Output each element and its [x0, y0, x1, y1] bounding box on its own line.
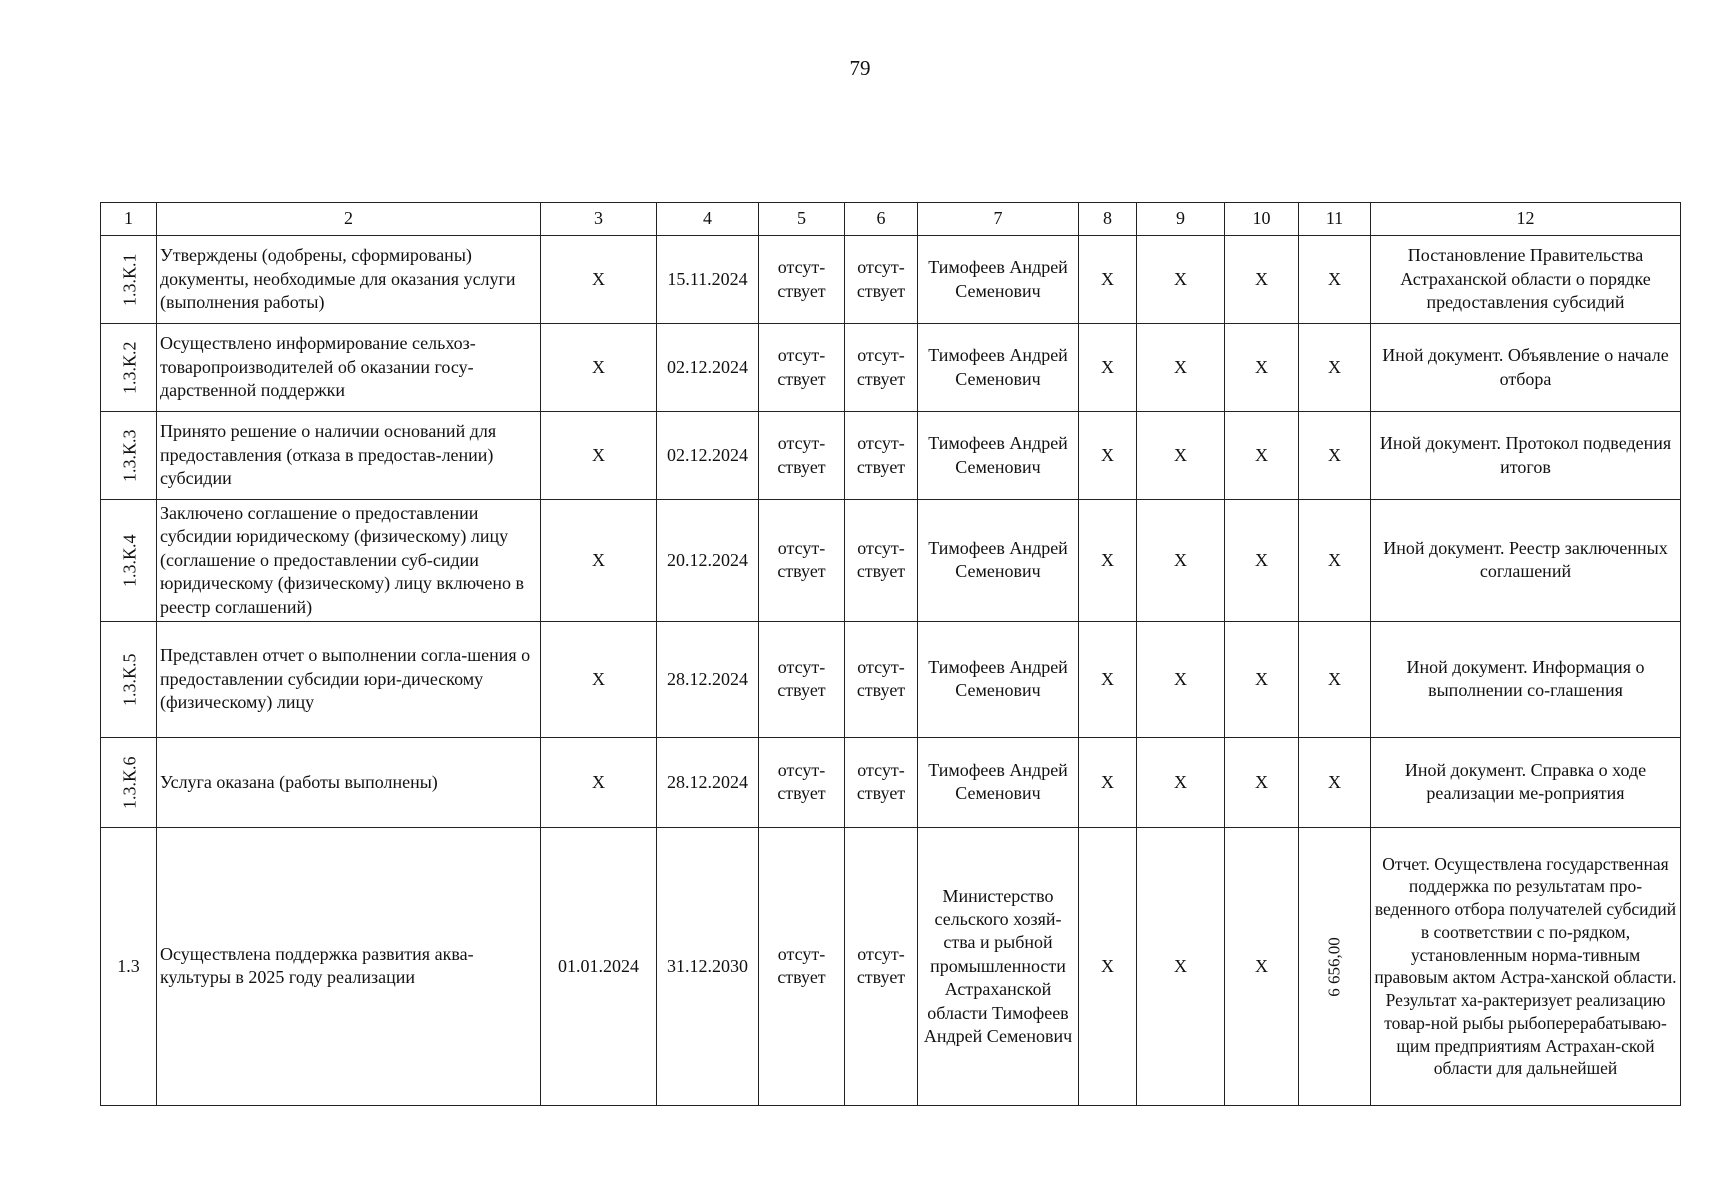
- responsible: Министерство сельского хозяй-ства и рыбной промышленности Астраханской области Тимофеев Андрей Семенович: [918, 827, 1079, 1105]
- table-row: [101, 412, 1681, 500]
- start-date: X: [541, 500, 657, 622]
- table-row: [101, 324, 1681, 412]
- responsible: Тимофеев Андрей Семенович: [918, 737, 1079, 827]
- funding-amount: 6 656,00: [1324, 937, 1344, 997]
- table-row: [101, 737, 1681, 827]
- row-id-cell: [101, 412, 157, 500]
- end-date: 28.12.2024: [657, 621, 759, 737]
- event-name: Представлен отчет о выполнении согла-шения о предоставлении субсидии юри-дическому (физическому) лицу: [157, 621, 541, 737]
- column-number: 3: [541, 203, 657, 236]
- row-id: 1.3.К.1: [119, 253, 140, 306]
- event-name: Заключено соглашение о предоставлении субсидии юридическому (физическому) лицу (соглашение о предоставлении суб-сидии юридическому (физическому) лицу включено в реестр соглашений): [157, 500, 541, 622]
- row-id-cell: [101, 621, 157, 737]
- event-name: Услуга оказана (работы выполнены): [157, 737, 541, 827]
- end-date: 02.12.2024: [657, 412, 759, 500]
- col5-value: отсут-ствует: [759, 621, 845, 737]
- col6-value: отсут-ствует: [845, 412, 918, 500]
- document-type: Постановление Правительства Астраханской области о порядке предоставления субсидий: [1371, 236, 1681, 324]
- end-date: 02.12.2024: [657, 324, 759, 412]
- row-id-cell: [101, 324, 157, 412]
- end-date: 28.12.2024: [657, 737, 759, 827]
- start-date: X: [541, 621, 657, 737]
- col5-value: отсут-ствует: [759, 737, 845, 827]
- document-type: Иной документ. Объявление о начале отбора: [1371, 324, 1681, 412]
- report-description: Отчет. Осуществлена государственная поддержка по результатам про-веденного отбора получателей субсидий в соответствии с по-рядком, установленным норма-тивным правовым актом Астра-ханской области. Результат ха-рактеризует реализацию товар-ной рыбы рыбоперерабатываю-щим предприятиям Астрахан-ской области для дальнейшей: [1371, 827, 1681, 1105]
- responsible: Тимофеев Андрей Семенович: [918, 621, 1079, 737]
- end-date: 31.12.2030: [657, 827, 759, 1105]
- table-row: [101, 621, 1681, 737]
- col10-value: X: [1225, 236, 1299, 324]
- col9-value: X: [1137, 236, 1225, 324]
- column-number: 9: [1137, 203, 1225, 236]
- column-number: 12: [1371, 203, 1681, 236]
- row-id: 1.3: [101, 827, 157, 1105]
- event-name: Осуществлено информирование сельхоз-товаропроизводителей об оказании госу-дарственной поддержки: [157, 324, 541, 412]
- col5-value: отсут-ствует: [759, 500, 845, 622]
- col5-value: отсут-ствует: [759, 236, 845, 324]
- end-date: 15.11.2024: [657, 236, 759, 324]
- start-date: X: [541, 236, 657, 324]
- col8-value: X: [1079, 500, 1137, 622]
- col5-value: отсут-ствует: [759, 324, 845, 412]
- table-row: [101, 500, 1681, 622]
- col10-value: X: [1225, 412, 1299, 500]
- col6-value: отсут-ствует: [845, 737, 918, 827]
- row-id: 1.3.К.2: [119, 341, 140, 394]
- document-type: Иной документ. Реестр заключенных соглашений: [1371, 500, 1681, 622]
- column-number: 4: [657, 203, 759, 236]
- col9-value: X: [1137, 412, 1225, 500]
- col6-value: отсут-ствует: [845, 324, 918, 412]
- responsible: Тимофеев Андрей Семенович: [918, 412, 1079, 500]
- column-number: 5: [759, 203, 845, 236]
- col10-value: X: [1225, 737, 1299, 827]
- column-number: 6: [845, 203, 918, 236]
- responsible: Тимофеев Андрей Семенович: [918, 236, 1079, 324]
- col11-value: X: [1299, 737, 1371, 827]
- col5-value: отсут-ствует: [759, 412, 845, 500]
- col6-value: отсут-ствует: [845, 621, 918, 737]
- col5-value: отсут-ствует: [759, 827, 845, 1105]
- row-id-cell: [101, 737, 157, 827]
- start-date: 01.01.2024: [541, 827, 657, 1105]
- col6-value: отсут-ствует: [845, 500, 918, 622]
- col8-value: X: [1079, 621, 1137, 737]
- document-type: Иной документ. Информация о выполнении со-глашения: [1371, 621, 1681, 737]
- col8-value: X: [1079, 737, 1137, 827]
- col8-value: X: [1079, 324, 1137, 412]
- col9-value: X: [1137, 621, 1225, 737]
- col10-value: X: [1225, 324, 1299, 412]
- col8-value: X: [1079, 412, 1137, 500]
- col9-value: X: [1137, 827, 1225, 1105]
- start-date: X: [541, 412, 657, 500]
- column-number: 10: [1225, 203, 1299, 236]
- col9-value: X: [1137, 324, 1225, 412]
- row-id-cell: [101, 236, 157, 324]
- page-number: 79: [849, 56, 871, 80]
- col6-value: отсут-ствует: [845, 827, 918, 1105]
- activity-plan-table: [100, 202, 1681, 1106]
- row-id: 1.3.К.6: [119, 756, 140, 809]
- col11-value: X: [1299, 412, 1371, 500]
- row-id: 1.3.К.4: [119, 534, 140, 587]
- col10-value: X: [1225, 500, 1299, 622]
- document-type: Иной документ. Протокол подведения итогов: [1371, 412, 1681, 500]
- column-number-row: [101, 203, 1681, 236]
- row-id-cell: [101, 500, 157, 622]
- col11-value: X: [1299, 621, 1371, 737]
- funding-amount-cell: [1299, 827, 1371, 1105]
- column-number: 7: [918, 203, 1079, 236]
- event-name: Принято решение о наличии оснований для предоставления (отказа в предостав-лении) субсидии: [157, 412, 541, 500]
- column-number: 8: [1079, 203, 1137, 236]
- col11-value: X: [1299, 236, 1371, 324]
- col10-value: X: [1225, 621, 1299, 737]
- col10-value: X: [1225, 827, 1299, 1105]
- table-row: [101, 236, 1681, 324]
- col9-value: X: [1137, 737, 1225, 827]
- row-id: 1.3.К.5: [119, 653, 140, 706]
- end-date: 20.12.2024: [657, 500, 759, 622]
- event-name: Утверждены (одобрены, сформированы) документы, необходимые для оказания услуги (выполнения работы): [157, 236, 541, 324]
- column-number: 2: [157, 203, 541, 236]
- row-id: 1.3.К.3: [119, 429, 140, 482]
- document-type: Иной документ. Справка о ходе реализации ме-роприятия: [1371, 737, 1681, 827]
- column-number: 11: [1299, 203, 1371, 236]
- col6-value: отсут-ствует: [845, 236, 918, 324]
- responsible: Тимофеев Андрей Семенович: [918, 324, 1079, 412]
- event-name: Осуществлена поддержка развития аква-культуры в 2025 году реализации: [157, 827, 541, 1105]
- start-date: X: [541, 737, 657, 827]
- col8-value: X: [1079, 236, 1137, 324]
- col8-value: X: [1079, 827, 1137, 1105]
- summary-row: [101, 827, 1681, 1105]
- responsible: Тимофеев Андрей Семенович: [918, 500, 1079, 622]
- col11-value: X: [1299, 324, 1371, 412]
- column-number: 1: [101, 203, 157, 236]
- start-date: X: [541, 324, 657, 412]
- col9-value: X: [1137, 500, 1225, 622]
- col11-value: X: [1299, 500, 1371, 622]
